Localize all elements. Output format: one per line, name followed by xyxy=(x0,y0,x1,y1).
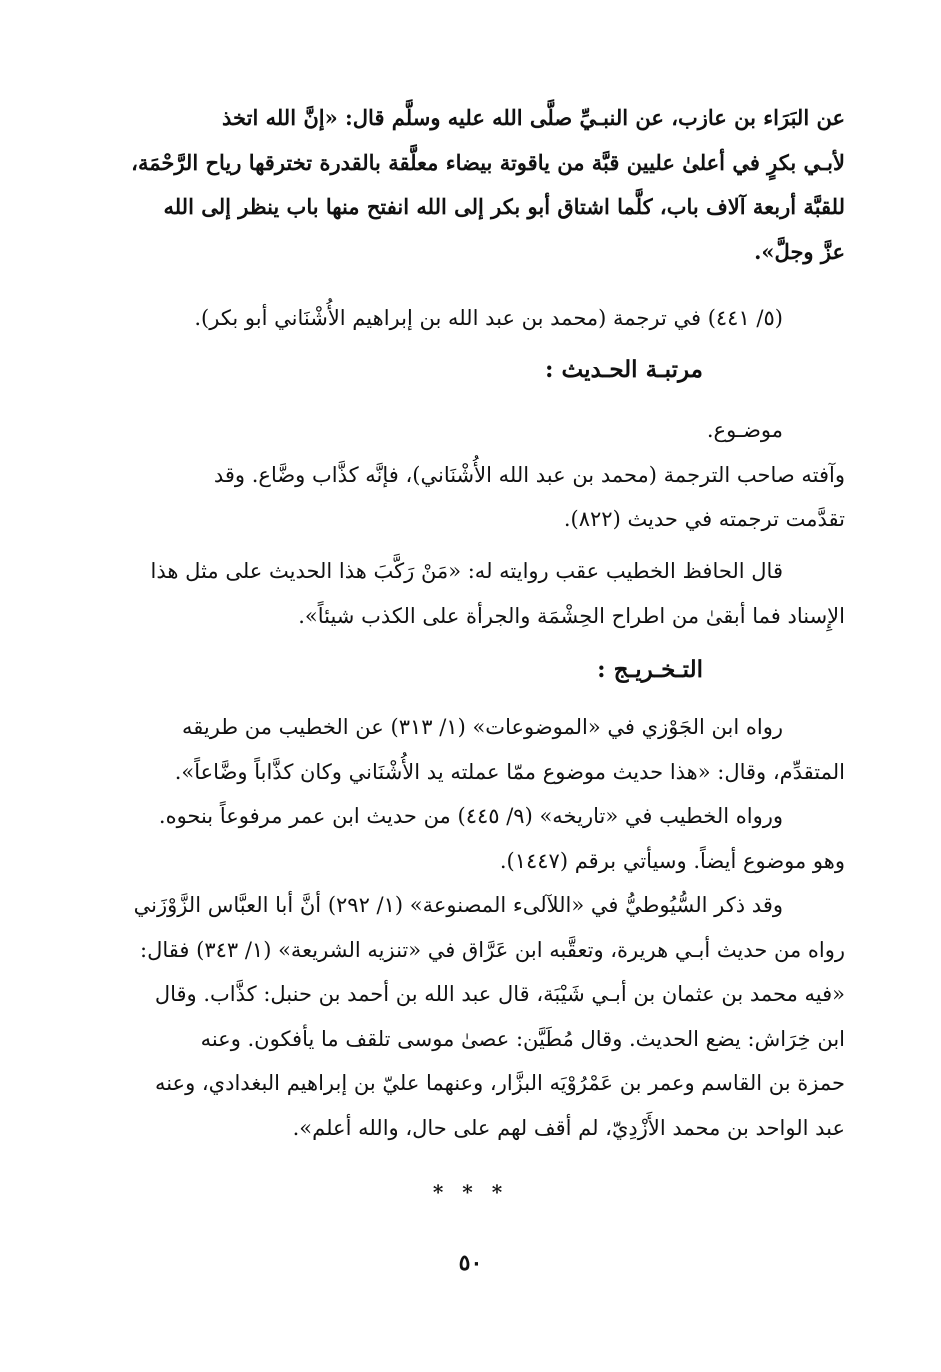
text-line: ورواه الخطيب في «تاريخه» (٩/ ٤٤٥) من حديث ابن عمر مرفوعاً بنحوه. xyxy=(158,804,783,828)
heading-takhrij: التـخـريـج : xyxy=(597,656,703,683)
heading-hadith-rank: مرتبـة الحـديث : xyxy=(545,356,703,383)
text-line: تقدَّمت ترجمته في حديث (٨٢٢). xyxy=(563,507,845,531)
text-line: وقد ذكر السُّيُوطيُّ في «اللآلىء المصنوعة» (١/ ٢٩٢) أنَّ أبا العبَّاس الزَّوْزَني xyxy=(133,893,783,917)
takhrij-paragraph xyxy=(95,705,845,1150)
text-line: ابن خِرَاش: يضع الحديث. وقال مُطَيَّن: عصىٰ موسى تلقف ما يأفكون. وعنه xyxy=(200,1026,845,1051)
text-line: للقبَّة أربعة آلاف باب، كلَّما اشتاق أبو بكر إلى الله انفتح منها باب ينظر إلى الله xyxy=(163,194,845,219)
text-line: عن البَرَاء بن عازب، عن النبـيِّ صلَّى الله عليه وسلَّم قال: «إنَّ الله اتخذ xyxy=(222,105,845,130)
source-reference xyxy=(95,296,845,341)
text-line: عزَّ وجلَّ». xyxy=(754,238,845,264)
text-line: (٥/ ٤٤١) في ترجمة (محمد بن عبد الله بن إبراهيم الأُشْنَاني أبو بكر). xyxy=(194,306,783,330)
text-line: «فيه محمد بن عثمان بن أبـي شَيْبَة، قال عبد الله بن أحمد بن حنبل: كذَّاب. وقال xyxy=(154,982,845,1006)
text-line: حمزة بن القاسم وعمر بن عَمْرُوْيَه البزَّار، وعنهما عليّ بن إبراهيم البغدادي، وعنه xyxy=(154,1071,845,1095)
text-line: عبد الواحد بن محمد الأَزْدِيّ، لم أقف لهم على حال، والله أعلم». xyxy=(292,1115,845,1140)
text-line: قال الحافظ الخطيب عقب روايته له: «مَنْ رَكَّبَ هذا الحديث على مثل هذا xyxy=(150,559,783,583)
rank-paragraph xyxy=(95,408,845,542)
khatib-comment xyxy=(95,549,845,638)
section-separator: * * * xyxy=(432,1180,509,1204)
text-line: الإِسناد فما أبقىٰ من اطراح الحِشْمَة والجرأة على الكذب شيئاً». xyxy=(298,603,845,628)
page-number: ٥٠ xyxy=(458,1250,483,1276)
text-line: وآفته صاحب الترجمة (محمد بن عبد الله الأُشْنَاني)، فإنَّه كذَّاب وضَّاع. وقد xyxy=(213,462,845,487)
text-line: المتقدِّم، وقال: «هذا حديث موضوع ممّا عملته يد الأُشْنَاني وكان كذَّاباً وضَّاعاً». xyxy=(174,759,845,784)
text-line: موضـوع. xyxy=(706,418,783,442)
text-line: لأبـي بكرٍ في أعلىٰ عليين قبَّة من ياقوتة بيضاء معلَّقة بالقدرة تخترقها رياح الرَّحْمَة، xyxy=(131,149,845,175)
text-line: رواه ابن الجَوْزي في «الموضوعات» (١/ ٣١٣) عن الخطيب من طريقه xyxy=(182,715,783,739)
text-line: رواه من حديث أبـي هريرة، وتعقَّبه ابن عَرَّاق في «تنزيه الشريعة» (١/ ٣٤٣) فقال: xyxy=(140,937,845,962)
hadith-text xyxy=(95,96,845,274)
text-line: وهو موضوع أيضاً. وسيأتي برقم (١٤٤٧). xyxy=(499,848,845,873)
